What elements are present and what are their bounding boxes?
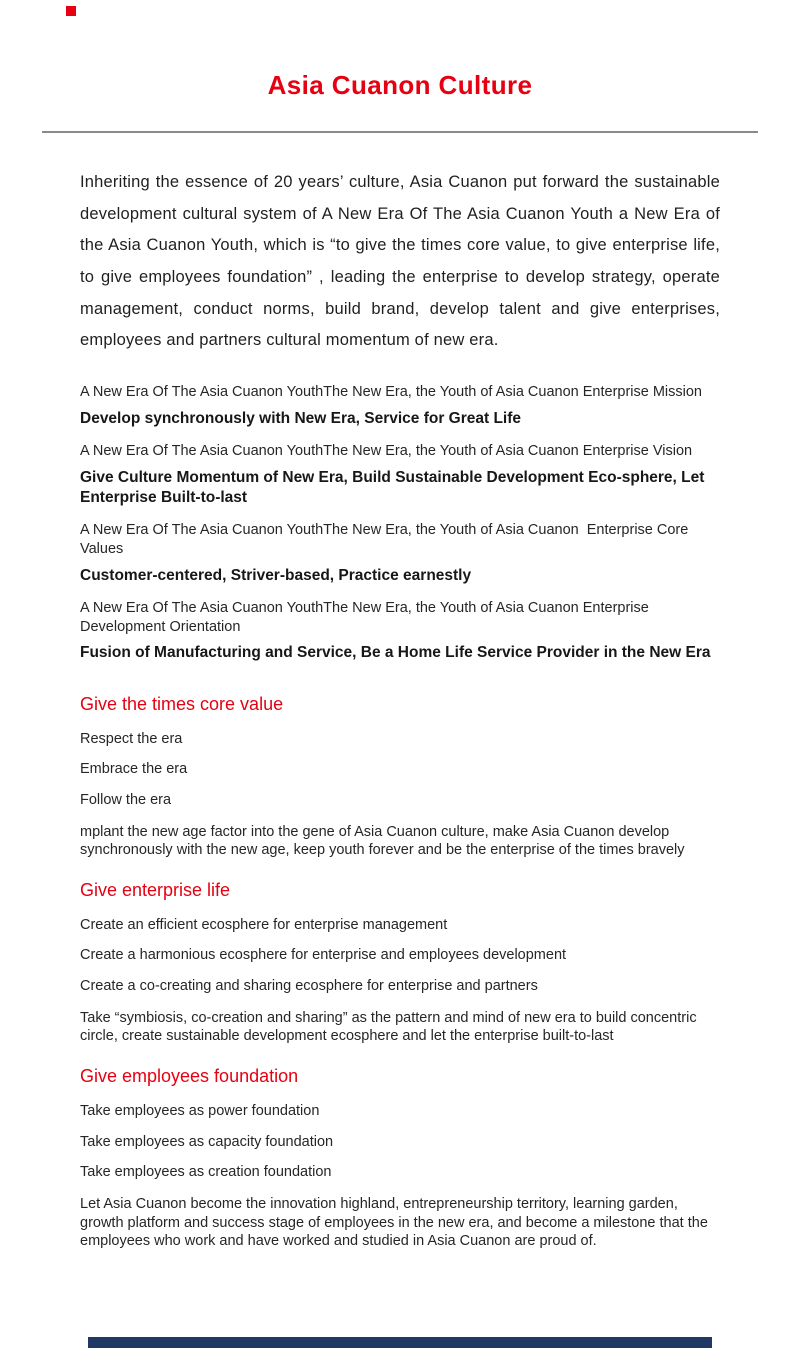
list-item: Embrace the era — [80, 761, 188, 778]
section-description: mplant the new age factor into the gene of Asia Cuanon culture, make Asia Cuanon develop synchronously with the new age, keep youth forever and be the enterprise of the times bravely — [80, 824, 685, 859]
section-enterprise-life — [80, 880, 720, 1046]
vision-label: A New Era Of The Asia Cuanon YouthThe New Era, the Youth of Asia Cuanon Enterprise Vision — [80, 443, 693, 460]
list-item: Take employees as creation foundation — [80, 1164, 332, 1181]
section-employees-foundation — [80, 1066, 720, 1250]
section-heading: Give enterprise life — [80, 879, 231, 900]
title-divider — [42, 131, 758, 133]
mission-block — [80, 599, 720, 664]
section-description: Take “symbiosis, co-creation and sharing” as the pattern and mind of new era to build concentric circle, create sustainable development ecosphere and let the enterprise built-to-last — [80, 1010, 697, 1045]
value-sections — [80, 694, 720, 1250]
core-values-label: A New Era Of The Asia Cuanon YouthThe New Era, the Youth of Asia Cuanon Enterprise Core Values — [80, 522, 693, 558]
vision-heading: Give Culture Momentum of New Era, Build Sustainable Development Eco-sphere, Let Enterprise Built-to-last — [80, 468, 705, 507]
mission-list — [80, 383, 720, 664]
section-heading: Give the times core value — [80, 693, 284, 714]
mission-block — [80, 521, 720, 586]
list-item: Take employees as power foundation — [80, 1102, 320, 1119]
mission-block — [80, 442, 720, 508]
mission-block — [80, 383, 720, 429]
section-heading: Give employees foundation — [80, 1065, 299, 1086]
section-times-core-value — [80, 694, 720, 860]
development-orientation-label: A New Era Of The Asia Cuanon YouthThe New Era, the Youth of Asia Cuanon Enterprise Development Orientation — [80, 600, 653, 635]
list-item: Take employees as capacity foundation — [80, 1133, 334, 1150]
mission-heading: Develop synchronously with New Era, Service for Great Life — [80, 409, 522, 427]
core-values-heading: Customer-centered, Striver-based, Practice earnestly — [80, 566, 472, 584]
section-description: Let Asia Cuanon become the innovation highland, entrepreneurship territory, learning garden, growth platform and success stage of employees in the new era, and become a milestone that the employees who work and have worked and studied in Asia Cuanon are proud of. — [80, 1196, 708, 1249]
intro-paragraph: Inheriting the essence of 20 years’ culture, Asia Cuanon put forward the sustainable development cultural system of A New Era Of The Asia Cuanon Youth a New Era of the Asia Cuanon Youth, which is “to give the times core value, to give enterprise life, to give employees foundation” , leading the enterprise to develop strategy, operate management, conduct norms, build brand, develop talent and give enterprises, employees and partners cultural momentum of new era. — [80, 173, 720, 350]
list-item: Respect the era — [80, 730, 183, 747]
list-item: Create a co-creating and sharing ecosphere for enterprise and partners — [80, 978, 538, 995]
red-marker-icon — [66, 6, 76, 16]
mission-label: A New Era Of The Asia Cuanon YouthThe New Era, the Youth of Asia Cuanon Enterprise Mission — [80, 384, 702, 401]
list-item: Create an efficient ecosphere for enterprise management — [80, 916, 448, 933]
footer-bar — [88, 1337, 712, 1348]
page-title: Asia Cuanon Culture — [267, 70, 533, 100]
list-item: Follow the era — [80, 792, 172, 809]
page-content — [0, 167, 800, 1250]
development-orientation-heading: Fusion of Manufacturing and Service, Be a Home Life Service Provider in the New Era — [80, 644, 711, 662]
list-item: Create a harmonious ecosphere for enterprise and employees development — [80, 947, 567, 964]
